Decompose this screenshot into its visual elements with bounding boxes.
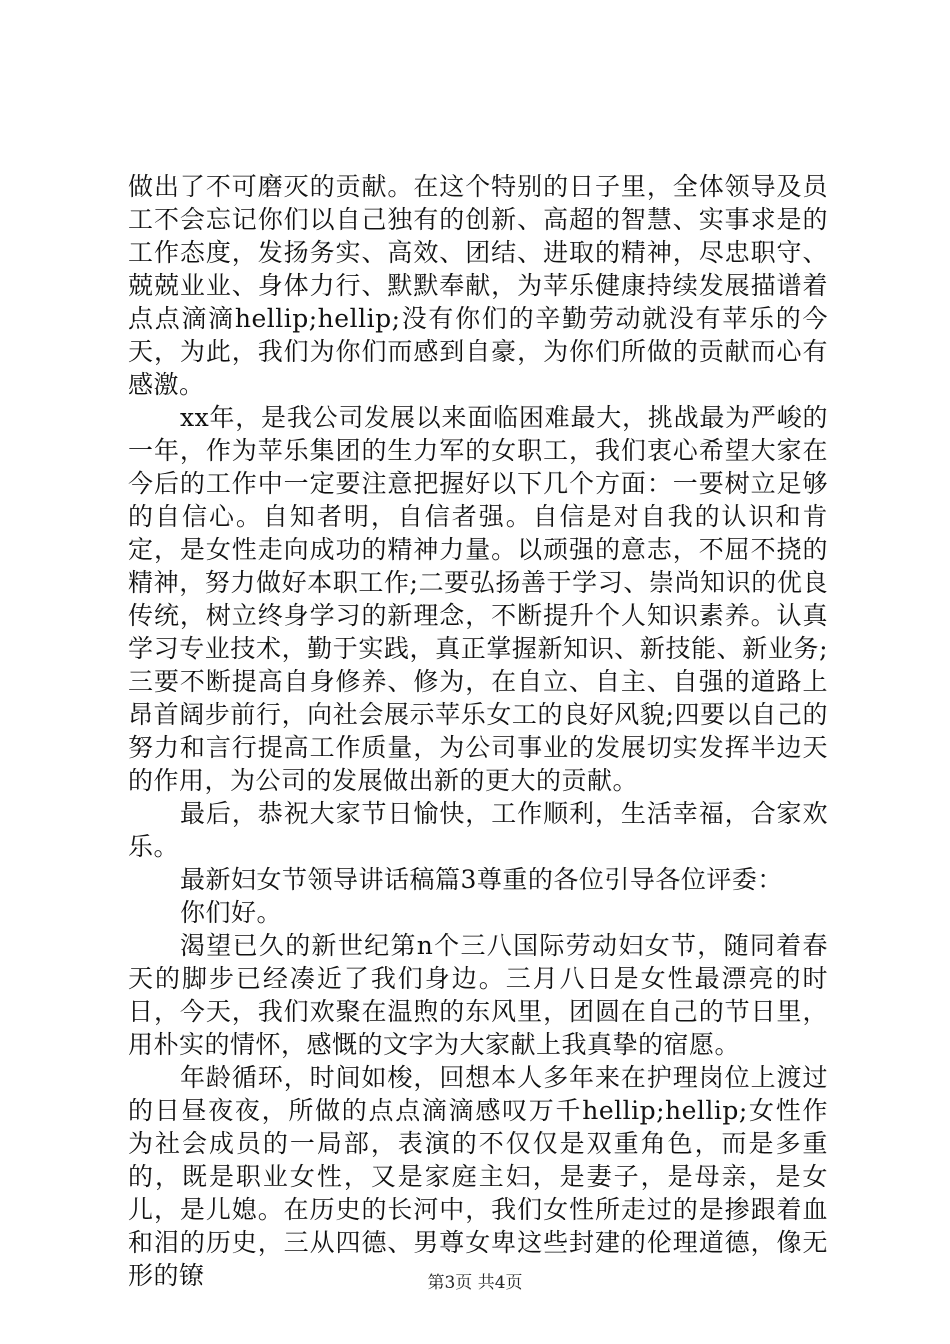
document-body xyxy=(128,170,828,1292)
page-number-footer: 第3页 共4页 xyxy=(427,1273,523,1293)
greeting-paragraph: 你们好。 xyxy=(180,898,283,927)
section-heading-paragraph: 最新妇女节领导讲话稿篇3尊重的各位引导各位评委： xyxy=(180,865,783,894)
body-paragraph: xx年，是我公司发展以来面临困难最大，挑战最为严峻的一年，作为苹乐集团的生力军的女职工，我们衷心希望大家在今后的工作中一定要注意把握好以下几个方面：一要树立足够的自信心。自知者明，自信者强。自信是对自我的认识和肯定，是女性走向成功的精神力量。以顽强的意志，不屈不挠的精神，努力做好本职工作;二要弘扬善于学习、崇尚知识的优良传统，树立终身学习的新理念，不断提升个人知识素养。认真学习专业技术，勤于实践，真正掌握新知识、新技能、新业务;三要不断提高自身修养、修为，在自立、自主、自强的道路上昂首阔步前行，向社会展示苹乐女工的良好风貌;四要以自己的努力和言行提高工作质量，为公司事业的发展切实发挥半边天的作用，为公司的发展做出新的更大的贡献。 xyxy=(128,403,828,795)
body-paragraph: 渴望已久的新世纪第n个三八国际劳动妇女节，随同着春天的脚步已经凑近了我们身边。三月八日是女性最漂亮的时日，今天，我们欢聚在温煦的东风里，团圆在自己的节日里，用朴实的情怀，感慨的文字为大家献上我真挚的宿愿。 xyxy=(128,931,828,1059)
body-paragraph: 最后，恭祝大家节日愉快，工作顺利，生活幸福，合家欢乐。 xyxy=(128,799,828,861)
body-paragraph: 年龄循环，时间如梭，回想本人多年来在护理岗位上渡过的日昼夜夜，所做的点点滴滴感叹万千hellip;hellip;女性作为社会成员的一局部，表演的不仅仅是双重角色，而是多重的，既是职业女性，又是家庭主妇，是妻子，是母亲，是女儿，是儿媳。在历史的长河中，我们女性所走过的是掺跟着血和泪的历史，三从四德、男尊女卑这些封建的伦理道德，像无形的镣 xyxy=(128,1063,828,1290)
body-paragraph: 做出了不可磨灭的贡献。在这个特别的日子里，全体领导及员工不会忘记你们以自己独有的创新、高超的智慧、实事求是的工作态度，发扬务实、高效、团结、进取的精神，尽忠职守、兢兢业业、身体力行、默默奉献，为苹乐健康持续发展描谱着点点滴滴hellip;hellip;没有你们的辛勤劳动就没有苹乐的今天，为此，我们为你们而感到自豪，为你们所做的贡献而心有感激。 xyxy=(128,172,828,399)
